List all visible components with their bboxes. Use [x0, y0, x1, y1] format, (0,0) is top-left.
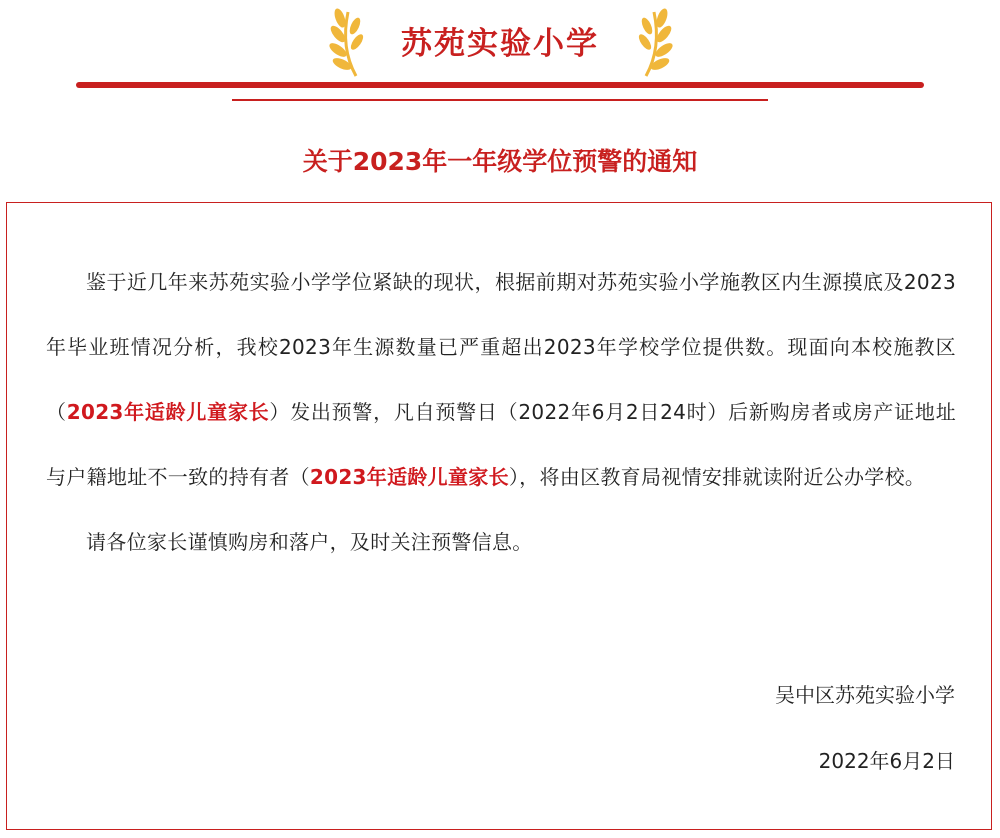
paragraph-text: 鉴于近几年来苏苑实验小学学位紧缺的现状，根据前期对苏苑实验小学施教区内生源摸底及2023年毕业班情况分析，我校2023年生源数量已严重超出2023年学校学位提供数。现面向本校施教区（: [46, 270, 956, 424]
school-header: [0, 0, 1000, 110]
signature-date: 2022年6月2日: [818, 749, 955, 773]
header-divider-thick: [76, 82, 924, 88]
school-name: 苏苑实验小学: [401, 26, 599, 62]
paragraph-text: ）发出预警，凡自预警日（2022年6月2日24时）后新购房者或房产证地址与户籍地址不一致的持有者（: [46, 400, 956, 489]
signature-organization: 吴中区苏苑实验小学: [775, 683, 955, 707]
paragraph-text: ），将由区教育局视情安排就读附近公办学校。: [508, 465, 926, 489]
notice-title: 关于2023年一年级学位预警的通知: [302, 147, 698, 176]
laurel-branch-icon: [636, 6, 686, 78]
notice-paragraph: [46, 250, 956, 510]
highlight-text: 2023年适龄儿童家长: [66, 400, 270, 424]
notice-paragraph: 请各位家长谨慎购房和落户，及时关注预警信息。: [86, 530, 533, 554]
notice-body: [46, 250, 956, 575]
header-divider-thin: [232, 99, 768, 101]
highlight-text: 2023年适龄儿童家长: [309, 465, 509, 489]
